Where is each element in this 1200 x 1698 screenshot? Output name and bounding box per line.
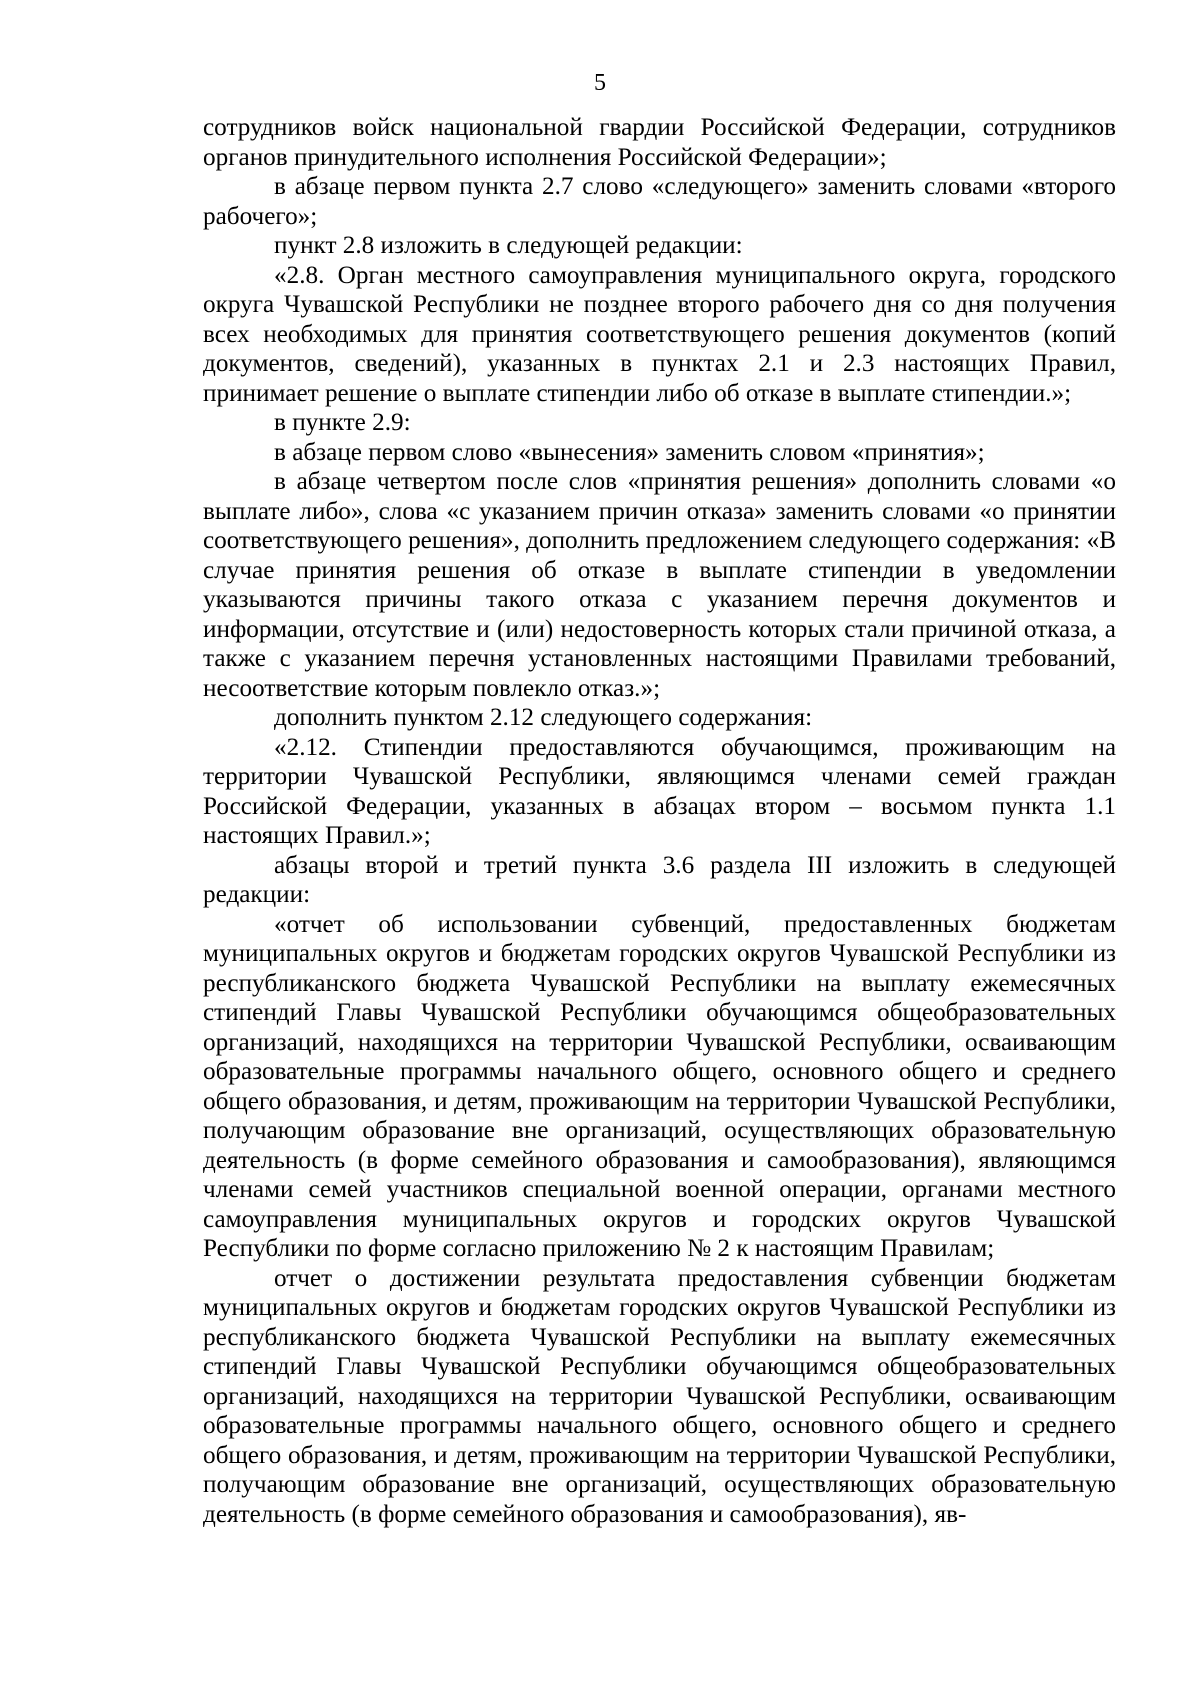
paragraph: абзацы второй и третий пункта 3.6 раздела III изложить в следующей редакции: (203, 851, 1116, 908)
paragraph: «отчет об использовании субвенций, предоставленных бюджетам муниципальных округов и бюджетам городских округов Чувашской Республики из республиканского бюджета Чувашской Республики на выплату ежемесячных стипендий Главы Чувашской Республики обучающимся общеобразовательных организаций, находящихся на территории Чувашской Республики, осваивающим образовательные программы начального общего, основного общего и среднего общего образования, и детям, проживающим на территории Чувашской Республики, получающим образование вне организаций, осуществляющих образовательную деятельность (в форме семейного образования и самообразования), являющимся членами семей участников специальной военной операции, органами местного самоуправления муниципальных округов и городских округов Чувашской Республики по форме согласно приложению № 2 к настоящим Правилам; (203, 910, 1116, 1262)
paragraph: в абзаце четвертом после слов «принятия решения» дополнить словами «о выплате либо», слова «с указанием причин отказа» заменить словами «о принятии соответствующего решения», дополнить предложением следующего содержания: «В случае принятия решения об отказе в выплате стипендии в уведомлении указываются причины такого отказа с указанием перечня документов и информации, отсутствие и (или) недостоверность которых стали причиной отказа, а также с указанием перечня установленных настоящими Правилами требований, несоответствие которым повлекло отказ.»; (203, 468, 1116, 702)
paragraph: в абзаце первом пункта 2.7 слово «следующего» заменить словами «второго рабочего»; (203, 173, 1116, 230)
paragraph: «2.12. Стипендии предоставляются обучающимся, проживающим на территории Чувашской Республики, являющимся членами семей граждан Российской Федерации, указанных в абзацах втором – восьмом пункта 1.1 настоящих Правил.»; (203, 733, 1116, 849)
paragraph: в абзаце первом слово «вынесения» заменить словом «принятия»; (274, 438, 985, 466)
paragraph: «2.8. Орган местного самоуправления муниципального округа, городского округа Чувашской Республики не позднее второго рабочего дня со дня получения всех необходимых для принятия соответствующего решения документов (копий документов, сведений), указанных в пунктах 2.1 и 2.3 настоящих Правил, принимает решение о выплате стипендии либо об отказе в выплате стипендии.»; (203, 261, 1116, 407)
paragraph: в пункте 2.9: (274, 409, 411, 436)
paragraph: дополнить пунктом 2.12 следующего содержания: (274, 704, 813, 731)
paragraph: сотрудников войск национальной гвардии Российской Федерации, сотрудников органов принудительного исполнения Российской Федерации»; (203, 114, 1116, 171)
document-body (203, 113, 1116, 1529)
page-number: 5 (594, 70, 606, 96)
paragraph: пункт 2.8 изложить в следующей редакции: (274, 232, 743, 259)
paragraph: отчет о достижении результата предоставления субвенции бюджетам муниципальных округов и бюджетам городских округов Чувашской Республики из республиканского бюджета Чувашской Республики на выплату ежемесячных стипендий Главы Чувашской Республики обучающимся общеобразовательных организаций, находящихся на территории Чувашской Республики, осваивающим образовательные программы начального общего, основного общего и среднего общего образования, и детям, проживающим на территории Чувашской Республики, получающим образование вне организаций, осуществляющих образовательную деятельность (в форме семейного образования и самообразования), яв- (203, 1264, 1116, 1528)
